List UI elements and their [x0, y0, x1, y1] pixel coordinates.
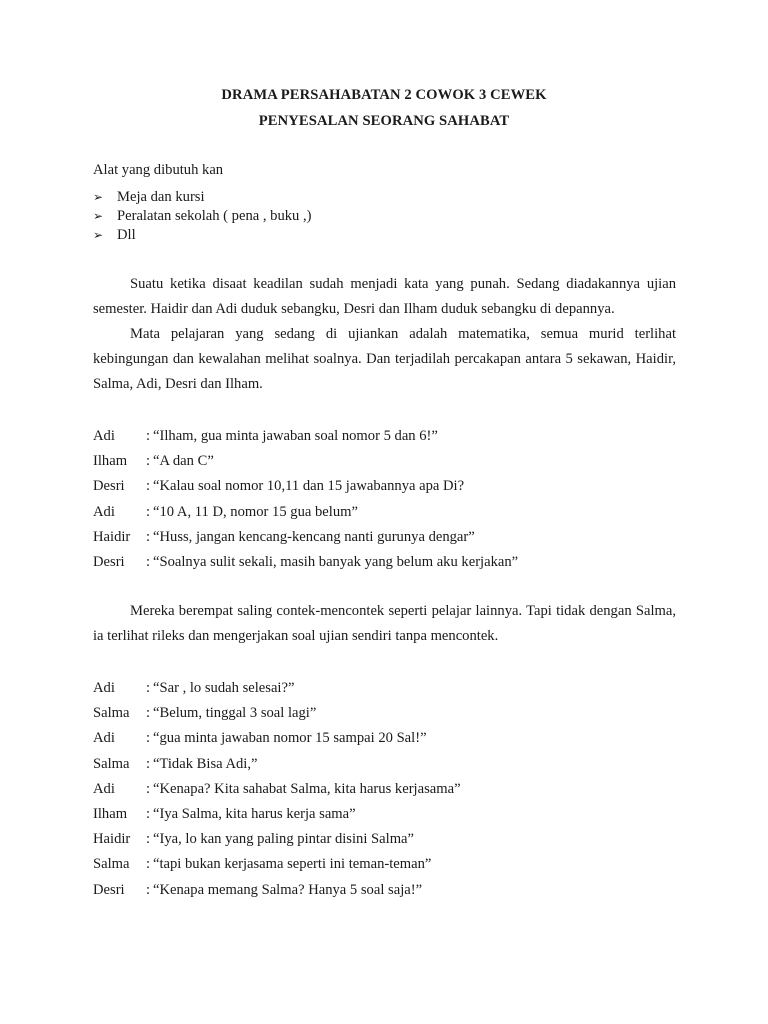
dialogue-line — [93, 726, 461, 751]
dialogue-text: “A dan C” — [153, 453, 214, 470]
dialogue-text: “Iya, lo kan yang paling pintar disini Salma” — [153, 831, 414, 848]
colon: : — [146, 453, 151, 470]
dialogue-text: “Soalnya sulit sekali, masih banyak yang belum aku kerjakan” — [153, 553, 519, 570]
paragraph — [93, 322, 676, 397]
colon: : — [146, 528, 151, 545]
dialogue-line — [93, 701, 461, 726]
speaker-name: Haidir — [93, 528, 131, 545]
dialogue-text: “Tidak Bisa Adi,” — [153, 755, 258, 772]
dialogue-text: “Sar , lo sudah selesai?” — [153, 680, 295, 696]
list-item-label: Peralatan sekolah ( pena , buku ,) — [117, 208, 312, 224]
speaker-name: Salma — [93, 705, 130, 722]
dialogue-line — [93, 878, 461, 903]
colon: : — [146, 780, 151, 797]
colon: : — [146, 881, 151, 898]
speaker-name: Salma — [93, 755, 130, 772]
arrow-bullet-icon: ➢ — [93, 209, 104, 223]
dialogue-text: “gua minta jawaban nomor 15 sampai 20 Sal!” — [153, 730, 427, 747]
dialogue-text: “Iya Salma, kita harus kerja sama” — [153, 805, 356, 822]
speaker-name: Haidir — [93, 831, 131, 848]
colon: : — [146, 478, 151, 495]
dialogue-line — [93, 676, 461, 701]
speaker-name: Ilham — [93, 805, 128, 822]
colon: : — [146, 856, 151, 873]
colon: : — [146, 805, 151, 822]
dialogue-text: “tapi bukan kerjasama seperti ini teman-teman” — [153, 856, 432, 873]
speaker-name: Adi — [93, 503, 115, 520]
list-item-label: Meja dan kursi — [117, 189, 205, 205]
arrow-bullet-icon: ➢ — [93, 190, 104, 204]
speaker-name: Adi — [93, 680, 115, 696]
dialogue-line — [93, 852, 461, 877]
document-subtitle: PENYESALAN SEORANG SAHABAT — [258, 113, 510, 129]
paragraph-text: Mata pelajaran yang sedang di ujiankan adalah matematika, semua murid terlihat kebingungan dan kewalahan melihat soalnya. Dan terjadilah percakapan antara 5 sekawan, Haidir, Salma, Adi, Desri dan Ilham. — [93, 326, 676, 392]
dialogue-line — [93, 474, 518, 499]
speaker-name: Desri — [93, 881, 125, 898]
dialogue-line — [93, 525, 518, 550]
colon: : — [146, 730, 151, 747]
paragraph-text: Suatu ketika disaat keadilan sudah menjadi kata yang punah. Sedang diadakannya ujian semester. Haidir dan Adi duduk sebangku, Desri dan Ilham duduk sebangku di depannya. — [93, 276, 676, 317]
colon: : — [146, 705, 151, 722]
colon: : — [146, 755, 151, 772]
equipment-list — [93, 188, 312, 245]
paragraph — [93, 272, 676, 322]
dialogue-line — [93, 827, 461, 852]
dialogue-line — [93, 424, 518, 449]
dialogue-text: “10 A, 11 D, nomor 15 gua belum” — [153, 503, 358, 520]
speaker-name: Ilham — [93, 453, 128, 470]
dialogue-block — [93, 424, 518, 575]
dialogue-line — [93, 802, 461, 827]
colon: : — [146, 503, 151, 520]
dialogue-line — [93, 449, 518, 474]
dialogue-line — [93, 777, 461, 802]
dialogue-text: “Belum, tinggal 3 soal lagi” — [153, 705, 317, 722]
colon: : — [146, 553, 151, 570]
colon: : — [146, 680, 151, 696]
colon: : — [146, 428, 151, 444]
paragraph — [93, 599, 676, 649]
colon: : — [146, 831, 151, 848]
speaker-name: Desri — [93, 553, 125, 570]
dialogue-line — [93, 550, 518, 575]
paragraph-text: Mereka berempat saling contek-mencontek seperti pelajar lainnya. Tapi tidak dengan Salma, ia terlihat rileks dan mengerjakan soal ujian sendiri tanpa mencontek. — [93, 603, 676, 644]
list-item — [93, 207, 312, 226]
dialogue-text: “Huss, jangan kencang-kencang nanti gurunya dengar” — [153, 528, 475, 545]
dialogue-text: “Kenapa? Kita sahabat Salma, kita harus kerjasama” — [153, 780, 461, 797]
list-item — [93, 226, 312, 245]
speaker-name: Desri — [93, 478, 125, 495]
speaker-name: Adi — [93, 428, 115, 444]
dialogue-block — [93, 676, 461, 903]
arrow-bullet-icon: ➢ — [93, 228, 104, 242]
speaker-name: Adi — [93, 780, 115, 797]
equipment-heading: Alat yang dibutuh kan — [93, 162, 224, 178]
dialogue-line — [93, 500, 518, 525]
list-item-label: Dll — [117, 227, 136, 243]
speaker-name: Salma — [93, 856, 130, 873]
list-item — [93, 188, 312, 207]
dialogue-text: “Kenapa memang Salma? Hanya 5 soal saja!” — [153, 881, 423, 898]
document-title: DRAMA PERSAHABATAN 2 COWOK 3 CEWEK — [221, 87, 547, 103]
speaker-name: Adi — [93, 730, 115, 747]
dialogue-text: “Kalau soal nomor 10,11 dan 15 jawabannya apa Di? — [153, 478, 465, 495]
dialogue-line — [93, 752, 461, 777]
dialogue-text: “Ilham, gua minta jawaban soal nomor 5 dan 6!” — [153, 428, 438, 444]
